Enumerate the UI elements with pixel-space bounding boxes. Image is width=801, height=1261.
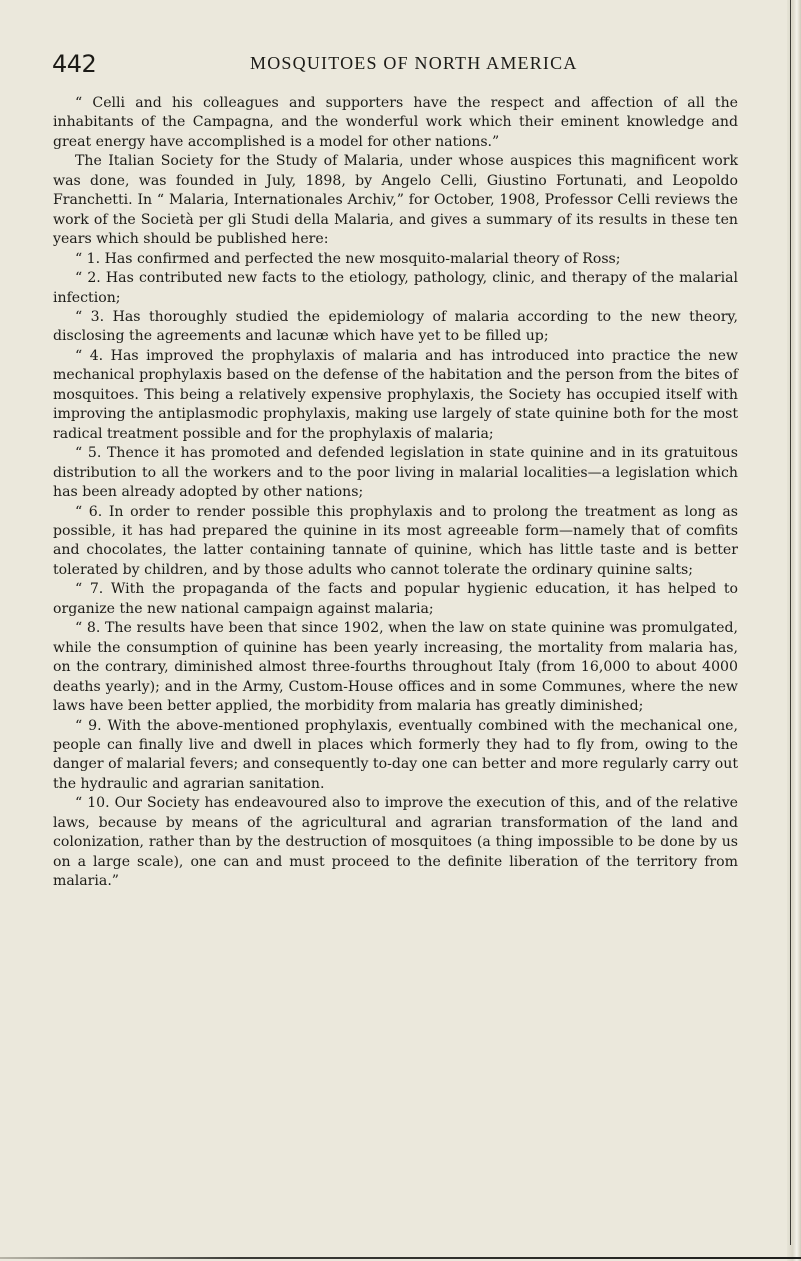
page-bottom-edge	[0, 1257, 801, 1259]
page-edge-line	[790, 0, 791, 1245]
page-number: 442	[52, 50, 97, 78]
result-item-4: “ 4. Has improved the prophylaxis of malaria and has introduced into practice the new mechanical prophylaxis based on the defense of the habitation and the person from the bites of mosquitoes. This being a relatively expensive prophylaxis, the Society has occupied itself with improving the antiplasmodic prophylaxis, making use largely of state quinine both for the most radical treatment possible and for the prophylaxis of malaria;	[53, 347, 738, 442]
result-item-6: “ 6. In order to render possible this prophylaxis and to prolong the treatment as long as possible, it has had prepared the quinine in its most agreeable form—namely that of comfits and chocolates, the latter containing tannate of quinine, which has little taste and is better tolerated by children, and by those adults who cannot tolerate the ordinary quinine salts;	[53, 503, 738, 578]
society-intro-paragraph: The Italian Society for the Study of Malaria, under whose auspices this magnificent work was done, was founded in July, 1898, by Angelo Celli, Giustino Fortunati, and Leopoldo Franchetti. In “ Malaria, Internationales Archiv,” for October, 1908, Professor Celli reviews the work of the Società per gli Studi della Malaria, and gives a summary of its results in these ten years which should be published here:	[53, 153, 738, 248]
result-item-10: “ 10. Our Society has endeavoured also to improve the execution of this, and of the relative laws, because by means of the agricultural and agrarian transformation of the land and colonization, rather than by the destruction of mosquitoes (a thing impossible to be done by us on a large scale), one can and must proceed to the definite liberation of the territory from malaria.”	[53, 795, 738, 890]
result-item-2: “ 2. Has contributed new facts to the etiology, pathology, clinic, and therapy of the malarial infection;	[53, 270, 738, 306]
result-item-3: “ 3. Has thoroughly studied the epidemiology of malaria according to the new theory, disclosing the agreements and lacunæ which have yet to be filled up;	[53, 308, 738, 345]
result-item-7: “ 7. With the propaganda of the facts and popular hygienic education, it has helped to organize the new national campaign against malaria;	[53, 581, 738, 617]
quote-closing-paragraph: “ Celli and his colleagues and supporters have the respect and affection of all the inhabitants of the Campagna, and the wonderful work which their eminent knowledge and great energy have accomplished is a model for other nations.”	[53, 95, 738, 150]
result-item-1: “ 1. Has confirmed and perfected the new mosquito-malarial theory of Ross;	[75, 250, 621, 267]
running-head: MOSQUITOES OF NORTH AMERICA	[250, 53, 578, 73]
result-item-8: “ 8. The results have been that since 1902, when the law on state quinine was promulgated, while the consumption of quinine has been yearly increasing, the mortality from malaria has, on the contrary, diminished almost three-fourths throughout Italy (from 16,000 to about 4000 deaths yearly); and in the Army, Custom-House offices and in some Communes, where the new laws have been better applied, the morbidity from malaria has greatly diminished;	[53, 620, 738, 715]
result-item-9: “ 9. With the above-mentioned prophylaxis, eventually combined with the mechanical one, people can finally live and dwell in places which formerly they had to fly from, owing to the danger of malarial fevers; and consequently to-day one can better and more regularly carry out the hydraulic and agrarian sanitation.	[53, 717, 738, 792]
page-header	[52, 50, 742, 80]
body-text	[53, 94, 738, 892]
result-item-5: “ 5. Thence it has promoted and defended legislation in state quinine and in its gratuitous distribution to all the workers and to the poor living in malarial localities—a legislation which has been already adopted by other nations;	[53, 445, 738, 501]
